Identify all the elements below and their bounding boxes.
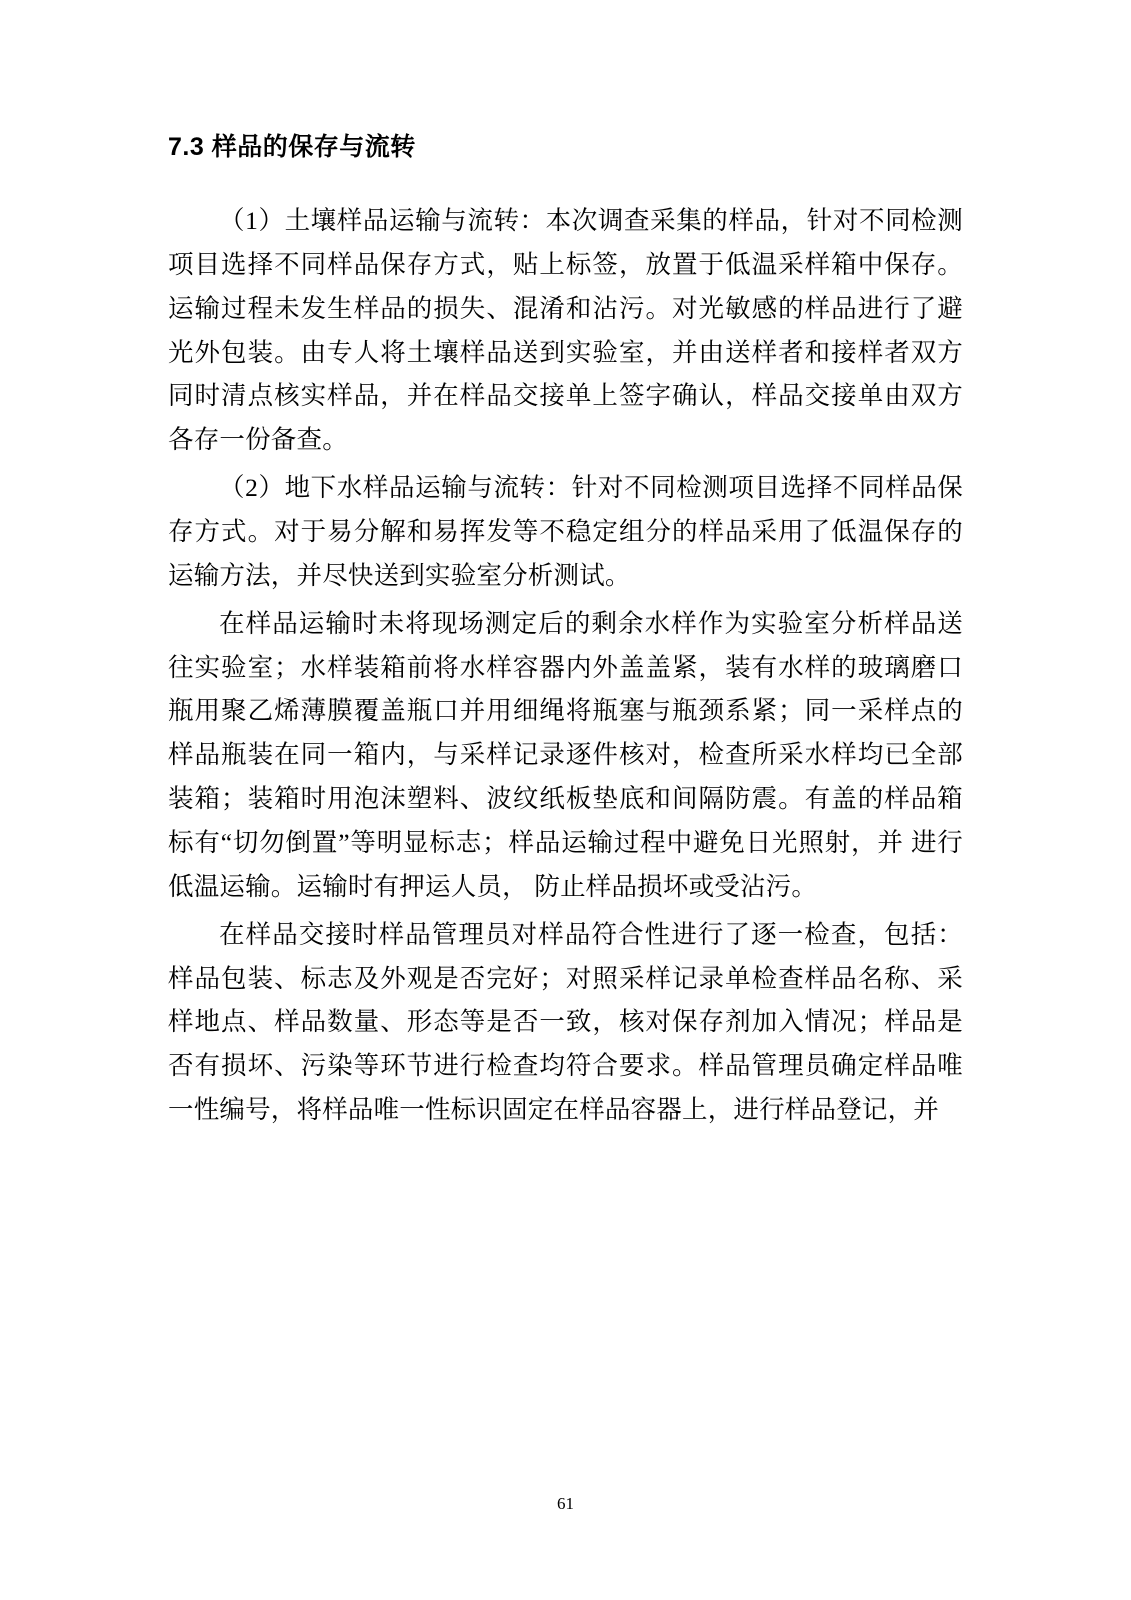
paragraph-4: 在样品交接时样品管理员对样品符合性进行了逐一检查，包括：样品包装、标志及外观是否完好；对照采样记录单检查样品名称、采样地点、样品数量、形态等是否一致，核对保存剂加入情况；样品是否有损坏、污染等环节进行检查均符合要求。样品管理员确定样品唯一性编号，将样品唯一性标识固定在样品容器上，进行样品登记，并 <box>168 919 963 1125</box>
page-number: 61 <box>557 1494 574 1513</box>
paragraph-1: （1）土壤样品运输与流转：本次调查采集的样品，针对不同检测项目选择不同样品保存方式，贴上标签，放置于低温采样箱中保存。 运输过程未发生样品的损失、混淆和沾污。对光敏感的样品进行了避 光外包装。由专人将土壤样品送到实验室，并由送样者和接样者双方 同时清点核实样品，并在样品交接单上签字确认，样品交接单由双方 各存一份备查。 <box>168 206 963 455</box>
paragraph-3: 在样品运输时未将现场测定后的剩余水样作为实验室分析样品送往实验室；水样装箱前将水样容器内外盖盖紧，装有水样的玻璃磨口瓶用聚乙烯薄膜覆盖瓶口并用细绳将瓶塞与瓶颈系紧；同一采样点的样品瓶装在同一箱内，与采样记录逐件核对，检查所采水样均已全部装箱；装箱时用泡沫塑料、波纹纸板垫底和间隔防震。有盖的样品箱标有“切勿倒置”等明显标志；样品运输过程中避免日光照射，并 进行低温运输。运输时有押运人员， 防止样品损坏或受沾污。 <box>168 608 963 901</box>
paragraph-2: （2）地下水样品运输与流转：针对不同检测项目选择不同样品保存方式。对于易分解和易挥发等不稳定组分的样品采用了低温保存的运输方法，并尽快送到实验室分析测试。 <box>168 473 963 590</box>
section-heading: 7.3 样品的保存与流转 <box>168 133 416 161</box>
